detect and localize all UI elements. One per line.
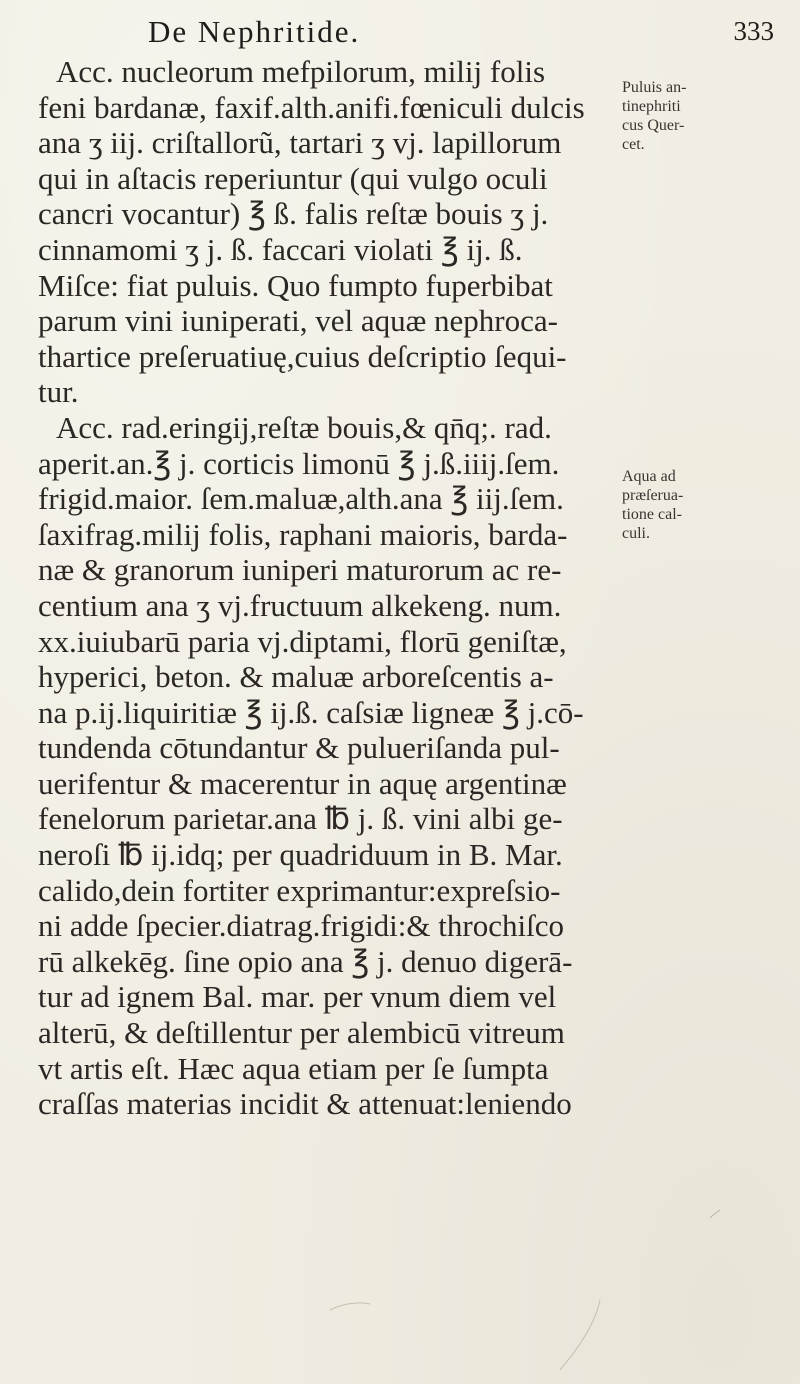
text-line: aperit.an.℥ j. corticis limonū ℥ j.ß.iiij.ſem.	[38, 445, 560, 481]
ink-mark	[560, 1300, 600, 1370]
text-line: na p.ij.liquiritiæ ℥ ij.ß. caſsiæ ligneæ ℥ j.cō-	[38, 694, 584, 730]
text-line: calido,dein fortiter exprimantur:expreſsio-	[38, 872, 561, 908]
text-line: tur.	[38, 374, 79, 410]
text-line: ana ʒ iij. criſtallorũ, tartari ʒ vj. lapillorum	[38, 125, 562, 161]
text-line: parum vini iuniperati, vel aquæ nephroca-	[38, 303, 558, 339]
ink-mark	[710, 1210, 720, 1218]
margin-note-line: tione cal-	[622, 506, 682, 523]
margin-note-line: Puluis an-	[622, 79, 687, 96]
margin-note-puluis	[622, 78, 798, 154]
text-line: xx.iuiubarū paria vj.diptami, florū geniſtæ,	[38, 623, 567, 659]
margin-note-line: Aqua ad	[622, 468, 676, 485]
text-line: ni adde ſpecier.diatrag.frigidi:& throchiſco	[38, 908, 564, 944]
text-line: næ & granorum iuniperi maturorum ac re-	[38, 552, 562, 588]
page-number: 333	[733, 16, 774, 46]
margin-note-line: culi.	[622, 525, 650, 542]
ink-mark	[330, 1303, 370, 1310]
text-line: Acc. nucleorum mefpilorum, milij folis	[56, 54, 546, 89]
text-line: frigid.maior. ſem.maluæ,alth.ana ℥ iij.ſem.	[38, 481, 564, 517]
text-line: Acc. rad.eringij,reſtæ bouis,& qn̄q;. rad.	[56, 409, 552, 445]
text-line: ſaxifrag.milij folis, raphani maioris, barda-	[38, 516, 568, 552]
text-line: fenelorum parietar.ana ℔ j. ß. vini albi ge-	[38, 801, 563, 837]
text-line: vt artis eſt. Hæc aqua etiam per ſe ſumpta	[38, 1050, 549, 1086]
main-text-block	[38, 54, 618, 1122]
text-line: feni bardanæ, faxif.alth.anifi.fœniculi dulcis	[38, 89, 585, 125]
text-line: neroſi ℔ ij.idq; per quadriduum in B. Mar.	[38, 837, 563, 873]
text-line: uerifentur & macerentur in aquę argentinæ	[38, 765, 567, 801]
text-line: qui in aſtacis reperiuntur (qui vulgo oculi	[38, 160, 548, 196]
margin-note-line: præſerua-	[622, 487, 684, 504]
text-line: Miſce: fiat puluis. Quo fumpto fuperbibat	[38, 267, 553, 303]
page-header	[148, 14, 788, 50]
text-line: craſſas materias incidit & attenuat:leniendo	[38, 1086, 572, 1122]
margin-note-aqua	[622, 467, 798, 543]
running-title: De Nephritide.	[148, 14, 361, 49]
margin-note-line: tinephriti	[622, 98, 681, 115]
margin-note-line: cet.	[622, 136, 645, 153]
text-line: tur ad ignem Bal. mar. per vnum diem vel	[38, 979, 557, 1015]
text-line: tundenda cōtundantur & pulueriſanda pul-	[38, 730, 560, 766]
margin-note-line: cus Quer-	[622, 117, 685, 134]
text-line: rū alkekēg. ſine opio ana ℥ j. denuo digerā-	[38, 943, 573, 979]
text-line: centium ana ʒ vj.fructuum alkekeng. num.	[38, 587, 562, 623]
text-line: thartice preſeruatiuę,cuius deſcriptio ſequi-	[38, 338, 567, 374]
text-line: cancri vocantur) ℥ ß. falis reſtæ bouis ʒ j.	[38, 196, 549, 232]
text-line: cinnamomi ʒ j. ß. faccari violati ℥ ij. ß.	[38, 231, 523, 267]
text-line: alterū, & deſtillentur per alembicū vitreum	[38, 1015, 565, 1051]
text-line: hyperici, beton. & maluæ arboreſcentis a-	[38, 659, 554, 695]
